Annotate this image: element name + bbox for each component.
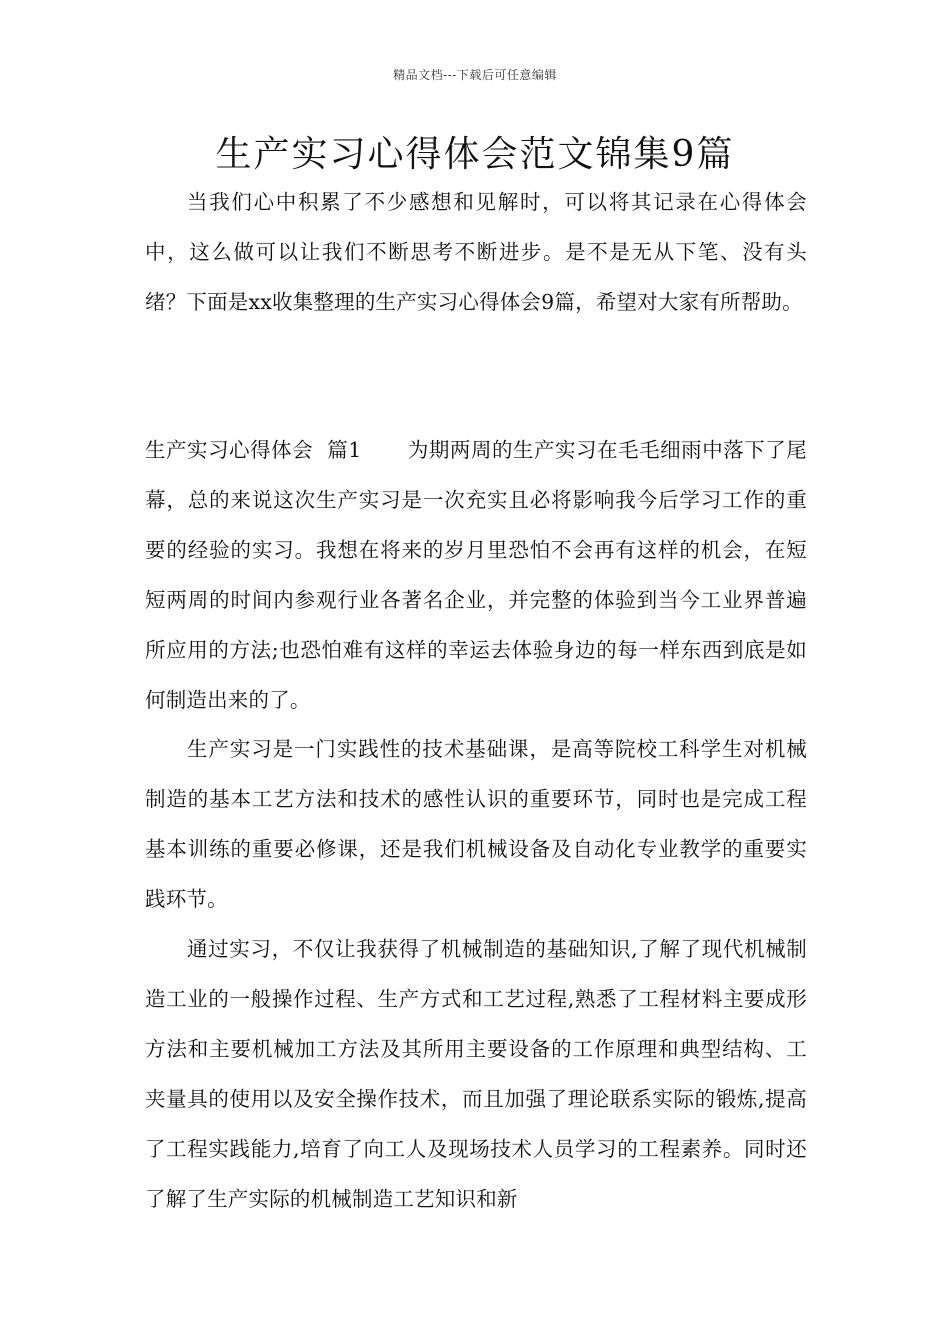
section-1-paragraph [145, 425, 807, 725]
section-1-body: 为期两周的生产实习在毛毛细雨中落下了尾幕，总的来说这次生产实习是一次充实且必将影响我今后学习工作的重要的经验的实习。我想在将来的岁月里恐怕不会再有这样的机会，在短短两周的时间内参观行业各著名企业，并完整的体验到当今工业界普遍所应用的方法;也恐怕难有这样的幸运去体验身边的每一样东西到底是如何制造出来的了。 [145, 438, 807, 712]
paragraph-2: 生产实习是一门实践性的技术基础课，是高等院校工科学生对机械制造的基本工艺方法和技术的感性认识的重要环节，同时也是完成工程基本训练的重要必修课，还是我们机械设备及自动化专业教学的重要实践环节。 [145, 737, 807, 911]
document-title: 生产实习心得体会范文锦集9篇 [215, 134, 735, 175]
paragraph-3: 通过实习，不仅让我获得了机械制造的基础知识,了解了现代机械制造工业的一般操作过程、生产方式和工艺过程,熟悉了工程材料主要成形方法和主要机械加工方法及其所用主要设备的工作原理和典型结构、工夹量具的使用以及安全操作技术，而且加强了理论联系实际的锻炼,提高了工程实践能力,培育了向工人及现场技术人员学习的工程素养。同时还了解了生产实际的机械制造工艺知识和新 [145, 937, 807, 1211]
intro-paragraph: 当我们心中积累了不少感想和见解时，可以将其记录在心得体会中，这么做可以让我们不断思考不断进步。是不是无从下笔、没有头绪？下面是xx收集整理的生产实习心得体会9篇，希望对大家有所帮助。 [145, 190, 807, 314]
section-1-heading: 生产实习心得体会 篇1 [145, 438, 362, 462]
header-note: 精品文档---下载后可任意编辑 [393, 68, 557, 82]
